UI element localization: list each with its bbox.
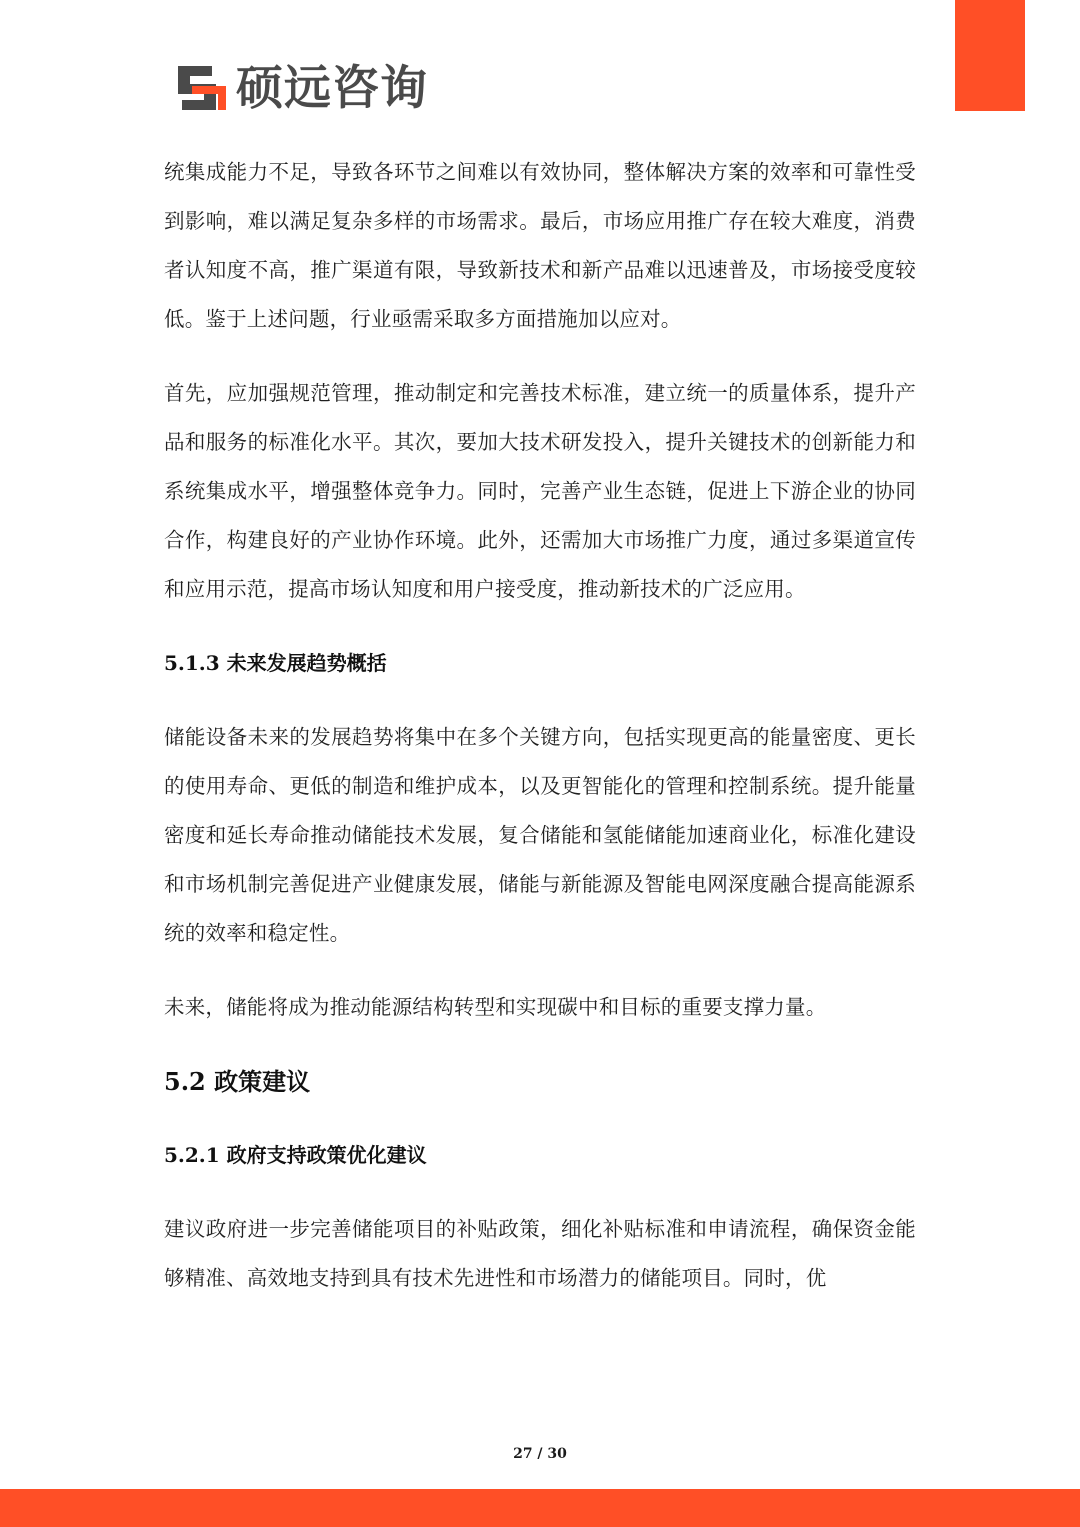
brand-logo [176, 60, 428, 116]
body-paragraph: 储能设备未来的发展趋势将集中在多个关键方向，包括实现更高的能量密度、更长的使用寿命、更低的制造和维护成本，以及更智能化的管理和控制系统。提升能量密度和延长寿命推动储能技术发展，复合储能和氢能储能加速商业化，标准化建设和市场机制完善促进产业健康发展，储能与新能源及智能电网深度融合提高能源系统的效率和稳定性。 [164, 725, 916, 945]
section-heading-5-2-1: 5.2.1 政府支持政策优化建议 [164, 1143, 427, 1167]
footer-accent-bar [0, 1489, 1080, 1527]
brand-logo-icon [176, 64, 228, 112]
section-heading-5-2: 5.2 政策建议 [164, 1067, 311, 1096]
document-body [164, 148, 916, 1303]
brand-name: 硕远咨询 [236, 60, 428, 116]
page-number: 27 / 30 [513, 1446, 567, 1462]
body-paragraph: 建议政府进一步完善储能项目的补贴政策，细化补贴标准和申请流程，确保资金能够精准、高效地支持到具有技术先进性和市场潜力的储能项目。同时，优 [164, 1217, 916, 1290]
body-paragraph: 首先，应加强规范管理，推动制定和完善技术标准，建立统一的质量体系，提升产品和服务的标准化水平。其次，要加大技术研发投入，提升关键技术的创新能力和系统集成水平，增强整体竞争力。同时，完善产业生态链，促进上下游企业的协同合作，构建良好的产业协作环境。此外，还需加大市场推广力度，通过多渠道宣传和应用示范，提高市场认知度和用户接受度，推动新技术的广泛应用。 [164, 381, 916, 601]
body-paragraph: 未来，储能将成为推动能源结构转型和实现碳中和目标的重要支撑力量。 [164, 995, 827, 1019]
body-paragraph: 统集成能力不足，导致各环节之间难以有效协同，整体解决方案的效率和可靠性受到影响，难以满足复杂多样的市场需求。最后，市场应用推广存在较大难度，消费者认知度不高，推广渠道有限，导致新技术和新产品难以迅速普及，市场接受度较低。鉴于上述问题，行业亟需采取多方面措施加以应对。 [164, 160, 916, 331]
corner-accent-tab [955, 0, 1025, 111]
section-heading-5-1-3: 5.1.3 未来发展趋势概括 [164, 651, 387, 675]
